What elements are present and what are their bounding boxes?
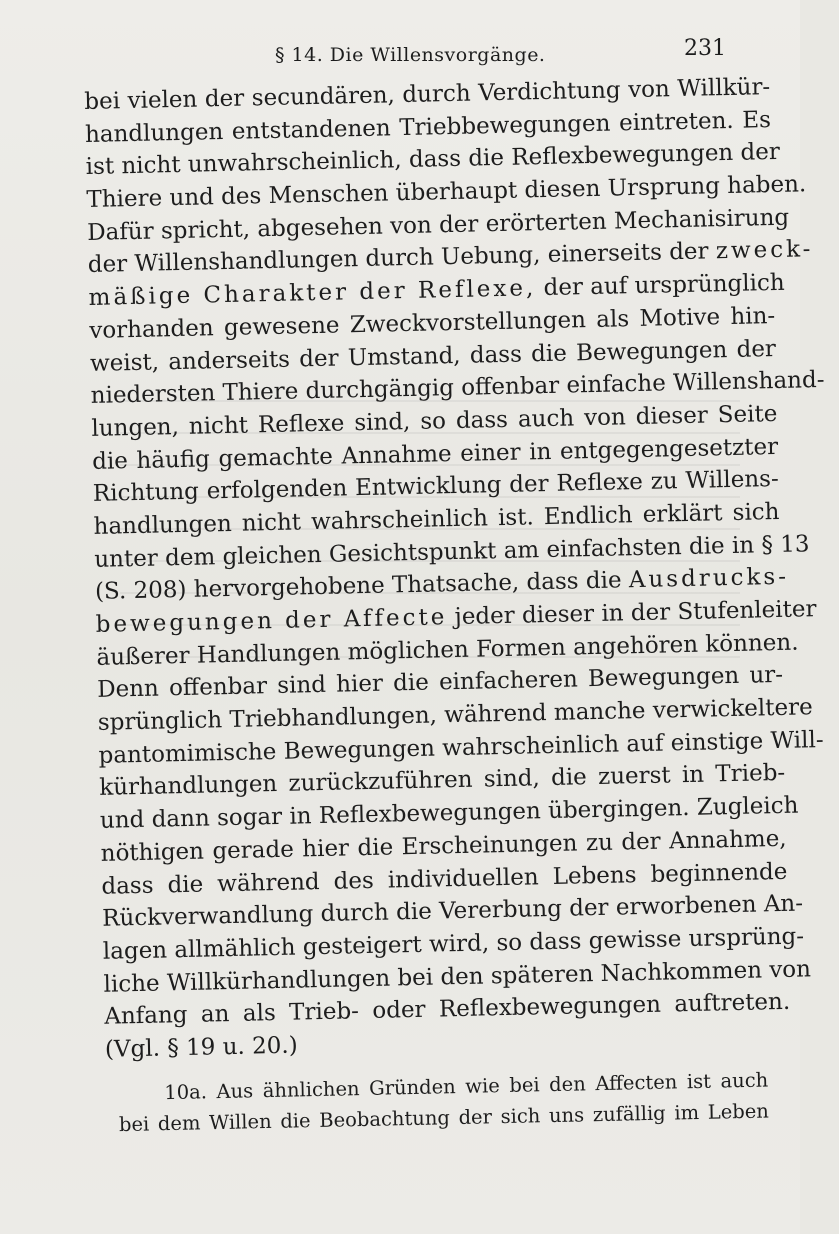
text-line: lungen, nicht Reflexe sind, so dass auch von dieser Seite [91,400,778,442]
spaced-emphasis: bewegungen der Affecte [95,604,448,638]
main-paragraph [84,71,825,1066]
footnote-label: 10a. [164,1080,208,1105]
text-line: Thiere und des Menschen überhaupt diesen Ursprung haben. [86,171,807,214]
running-head: § 14. Die Willensvorgänge. [275,44,546,66]
text-line: vorhanden gewesene Zweckvorstellungen als Motive hin- [89,302,776,344]
text-line: (Vgl. § 19 u. 20.) [104,1032,298,1063]
text-line: liche Willkürhandlungen bei den späteren Nachkommen von [103,955,812,998]
text-line: Anfang an als Trieb- oder Reflexbewegungen auftreten. [104,989,791,1031]
text-line: die häufig gemachte Annahme einer in entgegengesetzter [91,433,779,475]
text-segment: der Willenshandlungen durch Uebung, einerseits der [87,238,709,279]
text-line: weist, anderseits der Umstand, dass die Bewegungen der [89,335,777,377]
text-line: sprünglich Triebhandlungen, während manche verwickeltere [97,694,813,736]
text-line: Dafür spricht, abgesehen von der erörterten Mechanisirung [86,204,790,246]
page-header [0,34,800,74]
spaced-emphasis: zweck- [715,236,814,265]
footnote-text: Aus ähnlichen Gründen wie bei den Affecten ist auch [216,1068,769,1104]
text-line: dass die während des individuellen Lebens beginnende [101,858,788,900]
spaced-emphasis: mäßige Charakter der Reflexe, [88,275,537,312]
text-line: handlungen entstandenen Triebbewegungen eintreten. Es [84,106,772,148]
text-line: niedersten Thiere durchgängig offenbar einfache Willenshand- [90,367,825,410]
text-segment: der auf ursprünglich [543,269,785,302]
text-segment: (S. 208) hervorgehobene Thatsache, dass die [94,567,622,606]
footnote [118,1065,770,1140]
footnote-line: bei dem Willen die Beobachtung der sich uns zufällig im Leben [118,1099,770,1137]
text-line: nöthigen gerade hier die Erscheinungen zu der Annahme, [100,825,787,867]
text-line: Rückverwandlung durch die Vererbung der erworbenen An- [101,890,804,932]
text-line: bei vielen der secundären, durch Verdichtung von Willkür- [84,74,771,115]
text-line: handlungen nicht wahrscheinlich ist. Endlich erklärt sich [93,498,780,540]
text-line: ist nicht unwahrscheinlich, dass die Reflexbewegungen der [85,139,781,181]
text-line: unter dem gleichen Gesichtspunkt am einfachsten die in § 13 [94,530,810,573]
spaced-emphasis: Ausdrucks- [628,564,790,594]
text-line: Richtung erfolgenden Entwicklung der Reflexe zu Willens- [92,466,780,508]
text-line: Denn offenbar sind hier die einfacheren Bewegungen ur- [96,662,784,704]
text-line: kürhandlungen zurückzuführen sind, die zuerst in Trieb- [99,760,786,802]
text-line: äußerer Handlungen möglichen Formen angehören können. [96,629,799,671]
text-segment: jeder dieser in der Stufenleiter [454,596,817,631]
text-line: und dann sogar in Reflexbewegungen übergingen. Zugleich [99,792,799,834]
text-line: pantomimische Bewegungen wahrscheinlich auf einstige Will- [98,726,824,769]
page-number: 231 [684,36,726,61]
text-line: lagen allmählich gesteigert wird, so dass gewisse ursprüng- [102,923,805,965]
